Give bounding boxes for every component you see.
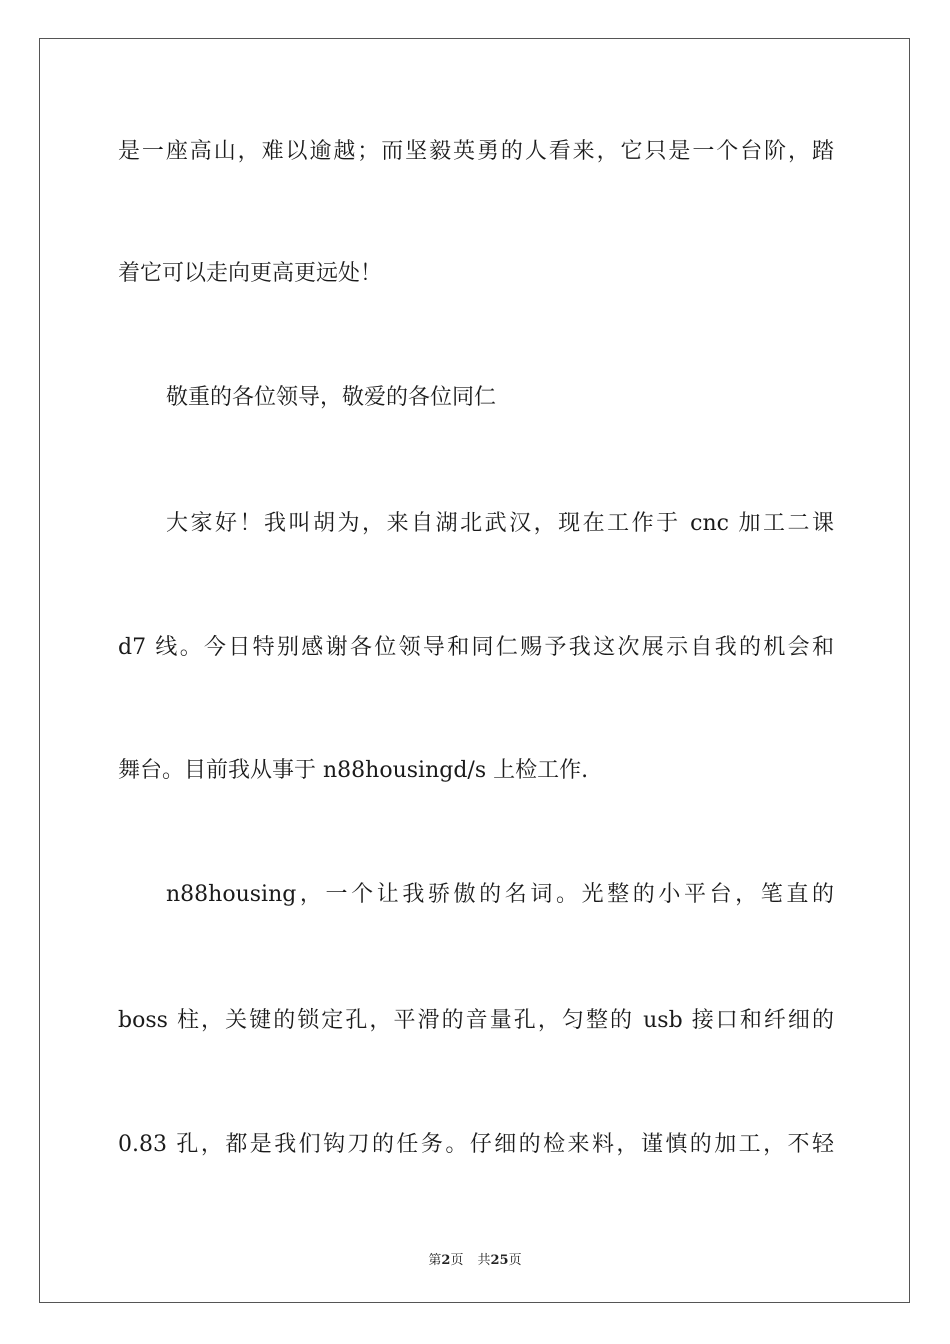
body-line-2: 着它可以走向更高更远处！: [118, 261, 383, 286]
body-line-8: boss 柱，关键的锁定孔，平滑的音量孔，匀整的 usb 接口和纤细的: [118, 1008, 834, 1033]
body-line-7: n88housing，一个让我骄傲的名词。光整的小平台，笔直的: [166, 882, 834, 907]
footer-page-suffix: 页: [450, 1253, 464, 1268]
footer-total-pages: 25: [490, 1253, 509, 1268]
footer-total-prefix: 共: [477, 1253, 491, 1268]
body-line-9: 0.83 孔，都是我们钩刀的任务。仔细的检来料，谨慎的加工，不轻: [118, 1132, 834, 1157]
salutation-line: 敬重的各位领导，敬爱的各位同仁: [166, 385, 497, 410]
footer-page-number: 2: [441, 1253, 451, 1268]
body-line-4: 大家好！我叫胡为，来自湖北武汉，现在工作于 cnc 加工二课: [166, 511, 834, 536]
body-line-5: d7 线。今日特别感谢各位领导和同仁赐予我这次展示自我的机会和: [118, 635, 834, 660]
page-footer: [0, 1249, 950, 1268]
page-frame: [39, 38, 910, 1303]
footer-prefix: 第: [428, 1253, 442, 1268]
body-line-6: 舞台。目前我从事于 n88housingd/s 上检工作.: [118, 758, 589, 783]
footer-total-suffix: 页: [508, 1253, 522, 1268]
body-line-1: 是一座高山，难以逾越；而坚毅英勇的人看来，它只是一个台阶，踏: [118, 139, 834, 164]
